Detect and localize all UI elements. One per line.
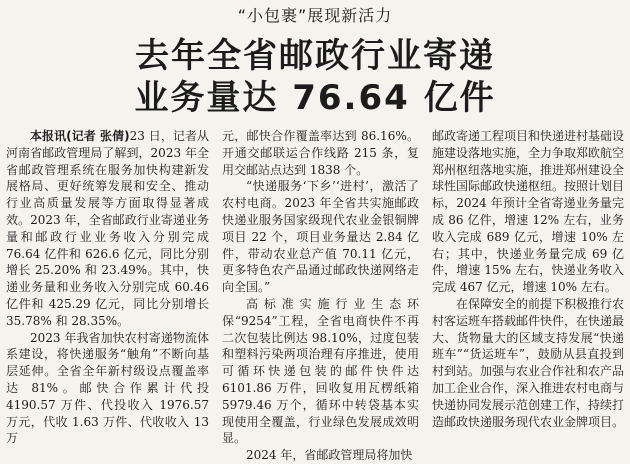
byline: 本报讯(记者 张倩)	[30, 129, 130, 143]
paragraph: 邮政寄递工程项目和快递进村基础设施建设落地实施，全力争取郑欧航空郑州枢纽落地实施，推进郑州建设全球性国际邮政快递枢纽。按照计划目标，2024 年预计全省寄递业务量完成 86 亿件，增速 12% 左右，业务收入完成 689 亿元，增速 10% 左右；其中，快递业务量完成 69 亿件，增速 15% 左右，快递业务收入完成 467 亿元，增速 10% 左右。	[432, 129, 625, 295]
paragraph: 2023 年我省加快农村寄递物流体系建设，将快递服务“触角”不断向基层延伸。全省全年新村级设点覆盖率达 81%。邮快合作累计代投 4190.57 万件、代投收入 1976.57 万元，代收 1.63 万件、代收收入 13 万	[6, 330, 209, 446]
article-column-3	[432, 128, 625, 429]
paragraph: 高标准实施行业生态环保“9254”工程，全省电商快件不再二次包装比例达 98.10%，过度包装和塑料污染两项治理有序推进，使用可循环快递包装的邮件快件达 6101.86 万件，回收复用瓦楞纸箱 5979.46 万个，循环中转袋基本实现使用全覆盖，行业绿色发展成效明显。	[222, 296, 419, 446]
paragraph	[6, 128, 209, 330]
kicker-subtitle: “小包裹”展现新活力	[237, 6, 393, 25]
article-column-1	[6, 128, 209, 446]
paragraph-text: 23 日，记者从河南省邮政管理局了解到，2023 年全省邮政管理系统在服务加快构建新发展格局、更好统筹发展和安全、推动行业高质量发展等方面取得显著成效。2023 年，全省邮政行业寄递业务量和邮政行业业务收入分别完成 76.64 亿件和 626.6 亿元，同比分别增长 25.20% 和 23.49%。其中，快递业务量和业务收入分别完成 60.46 亿件和 425.29 亿元，同比分别增长 35.78% 和 28.35%。	[6, 129, 209, 328]
paragraph: 2024 年，省邮政管理局将加快	[246, 448, 413, 463]
article-column-2	[222, 128, 419, 463]
headline-line-1: 去年全省邮政行业寄递	[135, 36, 495, 76]
headline-line-2: 业务量达 76.64 亿件	[134, 78, 496, 118]
paragraph: 在保障安全的前提下积极推行农村客运班车搭载邮件快件，在快递最大、货物量大的区域支持发展“快递班车”“货运班车”，鼓励从县直投到村到站。加强与农业合作社和农产品加工企业合作，深入推进农村电商与快递协同发展示范创建工作，持续打造邮政快递服务现代农业金牌项目。	[432, 296, 625, 429]
paragraph: 元，邮快合作覆盖率达到 86.16%。开通交邮联运合作线路 215 条，复用交邮站点达到 1838 个。	[222, 129, 419, 177]
paragraph: “快递服务‘下乡’‘进村’，激活了农村电商。2023 年全省共实施邮政快递业服务国家级现代农业金银铜牌项目 22 个，项目业务量达 2.84 亿件，带动农业总产值 70.11 亿元，更多特色农产品通过邮政快递网络走向全国。”	[222, 179, 419, 295]
